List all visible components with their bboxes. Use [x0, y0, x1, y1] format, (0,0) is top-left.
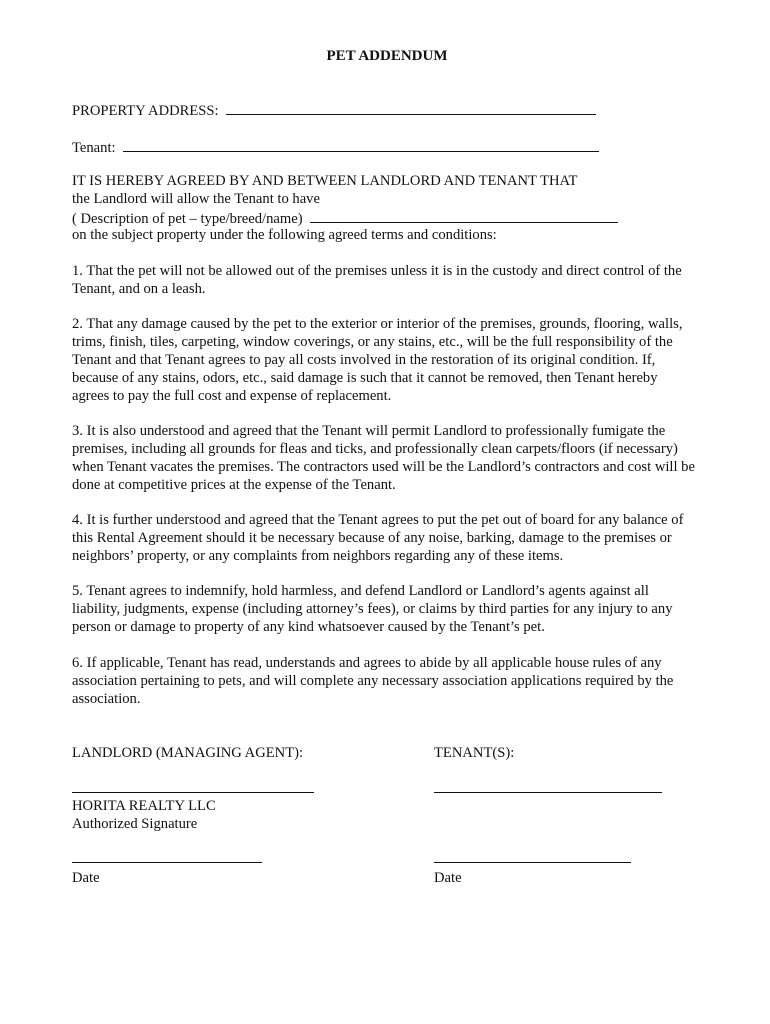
tenant-date-line[interactable] — [434, 862, 631, 863]
intro-block — [72, 172, 702, 244]
pet-description-blank[interactable] — [310, 208, 618, 223]
pet-description-label: ( Description of pet – type/breed/name) — [72, 211, 303, 227]
tenant-signature-line[interactable] — [434, 792, 662, 793]
intro-line-3-row — [72, 208, 702, 226]
tenant-date-label: Date — [434, 870, 462, 886]
property-address-row — [72, 100, 596, 120]
intro-line-4: on the subject property under the following agreed terms and conditions: — [72, 227, 497, 243]
tenant-name-blank[interactable] — [123, 137, 599, 152]
intro-line-2: the Landlord will allow the Tenant to have — [72, 191, 320, 207]
company-name: HORITA REALTY LLC — [72, 798, 216, 814]
intro-line-1: IT IS HEREBY AGREED BY AND BETWEEN LANDLORD AND TENANT THAT — [72, 173, 578, 189]
property-address-blank[interactable] — [226, 100, 596, 115]
clause-5: 5. Tenant agrees to indemnify, hold harmless, and defend Landlord or Landlord’s agents against all liability, judgments, expense (including attorney’s fees), or claims by third parties for any injury to any person or damage to property of any kind whatsoever caused by the Tenant’s pet. — [72, 583, 673, 635]
tenant-label: Tenant: — [72, 140, 116, 156]
landlord-date-label: Date — [72, 870, 100, 886]
clause-1: 1. That the pet will not be allowed out of the premises unless it is in the custody and direct control of the Tenant, and on a leash. — [72, 263, 682, 297]
tenant-heading: TENANT(S): — [434, 745, 515, 761]
property-address-label: PROPERTY ADDRESS: — [72, 103, 219, 119]
landlord-signature-line[interactable] — [72, 792, 314, 793]
authorized-signature-label: Authorized Signature — [72, 816, 198, 832]
landlord-heading: LANDLORD (MANAGING AGENT): — [72, 745, 304, 761]
document-title: PET ADDENDUM — [326, 48, 448, 64]
clause-3: 3. It is also understood and agreed that the Tenant will permit Landlord to professionally fumigate the premises, including all grounds for fleas and ticks, and professionally clean carpets/floors (if necessary) when Tenant vacates the premises. The contractors used will be the Landlord’s contractors and cost will be done at competitive prices at the expense of the Tenant. — [72, 423, 695, 493]
clause-4: 4. It is further understood and agreed that the Tenant agrees to put the pet out of board for any balance of this Rental Agreement should it be necessary because of any noise, barking, damage to the premises or neighbors’ property, or any complaints from neighbors regarding any of these items. — [72, 512, 684, 564]
landlord-date-line[interactable] — [72, 862, 262, 863]
clause-6: 6. If applicable, Tenant has read, understands and agrees to abide by all applicable house rules of any association pertaining to pets, and will complete any necessary association applications required by the association. — [72, 655, 674, 707]
clause-2: 2. That any damage caused by the pet to the exterior or interior of the premises, grounds, flooring, walls, trims, finish, tiles, carpeting, window coverings, or any stains, etc., will be the full responsibility of the Tenant and that Tenant agrees to pay all costs involved in the restoration of its original condition. If, because of any stains, odors, etc., said damage is such that it cannot be removed, then Tenant hereby agrees to pay the full cost and expense of replacement. — [72, 316, 683, 404]
tenant-row — [72, 137, 599, 157]
